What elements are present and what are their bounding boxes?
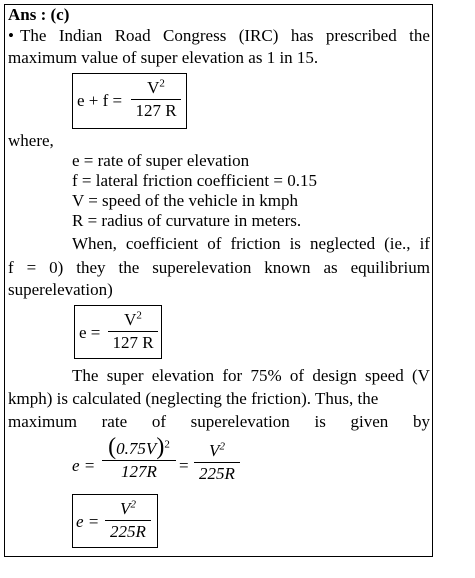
- word: speed: [365, 366, 404, 385]
- formula3-denominator-1: 127R: [121, 462, 157, 481]
- word: superelevation: [152, 258, 252, 277]
- para3-line2: kmph) is calculated (neglecting the friction). Thus, the: [8, 389, 379, 408]
- formula-box-4: [72, 494, 158, 548]
- word: (IRC): [238, 26, 279, 45]
- word: (ie.,: [384, 234, 411, 253]
- word: if: [419, 234, 430, 253]
- word: the: [118, 258, 140, 277]
- word: coefficient: [125, 234, 199, 253]
- formula-box-1: [72, 73, 187, 129]
- word: known: [264, 258, 311, 277]
- word: Road: [114, 26, 151, 45]
- formula-3: [72, 434, 242, 490]
- word: as: [323, 258, 338, 277]
- word: The: [20, 26, 47, 45]
- answer-heading: Ans : (c): [8, 5, 70, 24]
- word: 75%: [250, 366, 282, 385]
- word: elevation: [151, 366, 215, 385]
- formula3-denominator-2: 225R: [199, 464, 235, 483]
- formula1-denominator: 127 R: [135, 101, 177, 120]
- bullet-point: •: [8, 26, 14, 45]
- formula4-lhs: e =: [76, 512, 100, 531]
- formula4-denominator: 225R: [110, 522, 146, 541]
- word: by: [413, 412, 430, 431]
- word: friction: [230, 234, 281, 253]
- para3-line1: [72, 366, 430, 386]
- formula2-numerator: V: [124, 310, 137, 329]
- word: equilibrium: [350, 258, 430, 277]
- formula1-numerator: V: [147, 78, 160, 97]
- word: prescribed: [325, 26, 397, 45]
- definition-v: V = speed of the vehicle in kmph: [72, 191, 298, 210]
- word: they: [76, 258, 106, 277]
- para3-line3: [8, 412, 430, 432]
- formula3-open-paren: (: [108, 434, 117, 460]
- formula4-fraction: [105, 498, 151, 543]
- formula1-fraction: [131, 77, 181, 122]
- formula3-equals: =: [179, 456, 189, 475]
- formula4-exponent: 2: [130, 498, 136, 511]
- formula2-denominator: 127 R: [112, 333, 154, 352]
- word: has: [290, 26, 314, 45]
- para2-line3: superelevation): [8, 280, 113, 299]
- where-label: where,: [8, 131, 54, 150]
- word: of: [207, 234, 222, 253]
- formula3-inner: 0.75V: [116, 439, 157, 458]
- formula4-numerator: V: [120, 499, 131, 518]
- formula-box-2: [74, 305, 162, 359]
- word: design: [312, 366, 357, 385]
- formula3-exponent-2: 2: [219, 440, 225, 453]
- word: (V: [411, 366, 430, 385]
- para1-line2: maximum value of super elevation as 1 in 15.: [8, 48, 319, 67]
- word: Indian: [58, 26, 103, 45]
- word: of: [151, 412, 166, 431]
- para2-line2: [8, 258, 430, 278]
- formula3-lhs: e =: [72, 456, 96, 475]
- formula3-fraction-1: [102, 436, 176, 483]
- word: superelevation: [190, 412, 290, 431]
- formula3-numerator-2: V: [209, 441, 220, 460]
- formula1-lhs: e + f =: [77, 91, 123, 110]
- definition-f: f = lateral friction coefficient = 0.15: [72, 171, 317, 190]
- word: for: [222, 366, 243, 385]
- word: =: [26, 258, 37, 277]
- word: When,: [72, 234, 117, 253]
- word: neglected: [309, 234, 376, 253]
- word: the: [409, 26, 430, 45]
- word: of: [289, 366, 305, 385]
- word: is: [314, 412, 326, 431]
- word: Congress: [163, 26, 227, 45]
- word: is: [289, 234, 301, 253]
- formula2-fraction: [108, 309, 158, 354]
- formula3-outer-exponent: 2: [164, 438, 170, 451]
- definition-e: e = rate of super elevation: [72, 151, 250, 170]
- word: rate: [101, 412, 128, 431]
- para2-line1: [72, 234, 430, 254]
- word: The: [72, 366, 99, 385]
- word: given: [350, 412, 389, 431]
- formula2-exponent: 2: [136, 309, 142, 322]
- formula3-close-paren: ): [156, 434, 165, 460]
- definition-r: R = radius of curvature in meters.: [72, 211, 302, 230]
- word: 0): [49, 258, 64, 277]
- formula1-exponent: 2: [159, 77, 165, 90]
- para1-line1: [20, 26, 430, 46]
- word: maximum: [8, 412, 77, 431]
- formula2-lhs: e =: [79, 323, 101, 342]
- formula3-fraction-2: [194, 440, 240, 485]
- word: f: [8, 258, 14, 277]
- word: super: [106, 366, 144, 385]
